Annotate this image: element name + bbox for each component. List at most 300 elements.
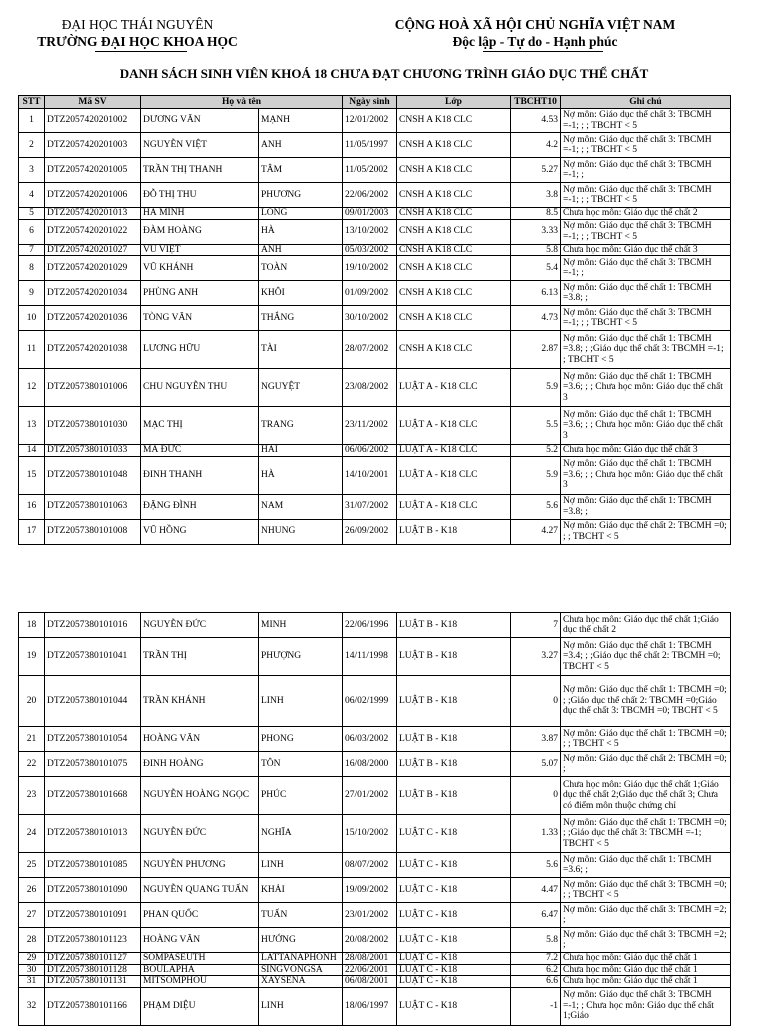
row-class: LUẬT C - K18: [397, 964, 511, 976]
row-dob: 23/11/2002: [343, 407, 397, 445]
row-dob: 28/07/2002: [343, 331, 397, 369]
row-gpa: 5.6: [511, 853, 561, 878]
row-given-name: LONG: [259, 208, 343, 220]
row-given-name: LINH: [259, 676, 343, 727]
row-given-name: PHƯƠNG: [259, 183, 343, 208]
row-stt: 31: [19, 976, 45, 988]
row-dob: 28/08/2001: [343, 953, 397, 965]
row-given-name: XAYSENA: [259, 976, 343, 988]
row-gpa: 3.87: [511, 727, 561, 752]
row-class: CNSH A K18 CLC: [397, 219, 511, 244]
row-stt: 29: [19, 953, 45, 965]
row-given-name: PHONG: [259, 727, 343, 752]
row-note: Chưa học môn: Giáo dục thể chất 1: [561, 953, 731, 965]
table-row: [19, 752, 731, 777]
row-gpa: 6.2: [511, 964, 561, 976]
col-header-note: Ghi chú: [561, 96, 731, 109]
row-dob: 26/09/2002: [343, 519, 397, 544]
row-student-id: DTZ2057380101123: [45, 928, 141, 953]
row-gpa: 5.2: [511, 445, 561, 457]
row-given-name: HÀ: [259, 219, 343, 244]
row-dob: 13/10/2002: [343, 219, 397, 244]
row-student-id: DTZ2057380101030: [45, 407, 141, 445]
row-gpa: 1.33: [511, 815, 561, 853]
row-note: Nợ môn: Giáo dục thể chất 3: TBCMH =-1; ; Chưa học môn: Giáo dục thể chất 1;Giáo: [561, 987, 731, 1025]
row-dob: 15/10/2002: [343, 815, 397, 853]
row-class: CNSH A K18 CLC: [397, 208, 511, 220]
table-row: [19, 853, 731, 878]
row-given-name: MẠNH: [259, 109, 343, 133]
row-stt: 11: [19, 331, 45, 369]
table-row: [19, 456, 731, 494]
row-surname: NGUYỄN HOÀNG NGỌC: [141, 777, 259, 815]
row-given-name: TÂM: [259, 158, 343, 183]
table-header-row: [19, 96, 731, 109]
row-note: Nợ môn: Giáo dục thể chất 1: TBCMH =0; ; ; TBCHT < 5: [561, 727, 731, 752]
row-surname: VŨ VIỆT: [141, 244, 259, 256]
row-dob: 30/10/2002: [343, 306, 397, 331]
row-note: Chưa học môn: Giáo dục thể chất 1;Giáo dục thể chất 2: [561, 613, 731, 638]
row-surname: CHU NGUYỄN THU: [141, 369, 259, 407]
row-student-id: DTZ2057380101063: [45, 494, 141, 519]
school-header: [30, 16, 245, 50]
row-student-id: DTZ2057380101085: [45, 853, 141, 878]
col-header-student-id: Mã SV: [45, 96, 141, 109]
row-given-name: SINGVONGSA: [259, 964, 343, 976]
row-surname: TRẦN KHÁNH: [141, 676, 259, 727]
row-surname: LƯƠNG HỮU: [141, 331, 259, 369]
row-dob: 11/05/1997: [343, 133, 397, 158]
row-dob: 23/01/2002: [343, 903, 397, 928]
row-surname: ĐÀM HOÀNG: [141, 219, 259, 244]
row-stt: 17: [19, 519, 45, 544]
row-gpa: 5.07: [511, 752, 561, 777]
row-stt: 13: [19, 407, 45, 445]
row-dob: 19/10/2002: [343, 256, 397, 281]
row-student-id: DTZ2057380101013: [45, 815, 141, 853]
row-note: Chưa học môn: Giáo dục thể chất 2: [561, 208, 731, 220]
table-row: [19, 676, 731, 727]
row-class: LUẬT B - K18: [397, 676, 511, 727]
row-dob: 01/09/2002: [343, 281, 397, 306]
row-gpa: 5.5: [511, 407, 561, 445]
row-given-name: KHẢI: [259, 878, 343, 903]
student-table-part1: [18, 95, 731, 545]
row-note: Nợ môn: Giáo dục thể chất 1: TBCMH =3.8; ;: [561, 494, 731, 519]
row-note: Nợ môn: Giáo dục thể chất 1: TBCMH =3.4; ; ;Giáo dục thể chất 2: TBCMH =0; TBCHT < 5: [561, 638, 731, 676]
row-dob: 14/10/2001: [343, 456, 397, 494]
row-gpa: 4.27: [511, 519, 561, 544]
table-row: [19, 494, 731, 519]
row-class: CNSH A K18 CLC: [397, 133, 511, 158]
row-surname: ĐINH HOÀNG: [141, 752, 259, 777]
national-motto-1: CỘNG HOÀ XÃ HỘI CHỦ NGHĨA VIỆT NAM: [394, 17, 676, 32]
student-table-part2: [18, 612, 731, 1026]
row-surname: NGUYỄN PHƯƠNG: [141, 853, 259, 878]
row-surname: MẠC THỊ: [141, 407, 259, 445]
table-row: [19, 987, 731, 1025]
table-row: [19, 306, 731, 331]
row-dob: 11/05/2002: [343, 158, 397, 183]
document-title: DANH SÁCH SINH VIÊN KHOÁ 18 CHƯA ĐẠT CHƯƠNG TRÌNH GIÁO DỤC THỂ CHẤT: [119, 66, 649, 81]
row-surname: HÀ MINH: [141, 208, 259, 220]
row-note: Nợ môn: Giáo dục thể chất 1: TBCMH =3.6; ;: [561, 853, 731, 878]
row-given-name: HÀ: [259, 456, 343, 494]
row-note: Chưa học môn: Giáo dục thể chất 3: [561, 244, 731, 256]
row-student-id: DTZ2057380101166: [45, 987, 141, 1025]
row-student-id: DTZ2057420201002: [45, 109, 141, 133]
row-gpa: 5.27: [511, 158, 561, 183]
row-class: LUẬT C - K18: [397, 878, 511, 903]
row-gpa: 5.9: [511, 369, 561, 407]
row-note: Chưa học môn: Giáo dục thể chất 3: [561, 445, 731, 457]
row-surname: HOÀNG VĂN: [141, 928, 259, 953]
row-class: LUẬT C - K18: [397, 953, 511, 965]
header-right-rule: [483, 51, 603, 52]
row-surname: TÒNG VĂN: [141, 306, 259, 331]
row-dob: 20/08/2002: [343, 928, 397, 953]
row-surname: ĐỖ THỊ THU: [141, 183, 259, 208]
row-stt: 15: [19, 456, 45, 494]
row-surname: TRẦN THỊ THANH: [141, 158, 259, 183]
row-note: Nợ môn: Giáo dục thể chất 3: TBCMH =-1; ;: [561, 158, 731, 183]
row-gpa: 5.6: [511, 494, 561, 519]
row-surname: DƯƠNG VĂN: [141, 109, 259, 133]
row-surname: HOÀNG VĂN: [141, 727, 259, 752]
row-note: Nợ môn: Giáo dục thể chất 3: TBCMH =-1; ; ; TBCHT < 5: [561, 219, 731, 244]
row-class: LUẬT B - K18: [397, 727, 511, 752]
row-dob: 22/06/1996: [343, 613, 397, 638]
row-given-name: TÔN: [259, 752, 343, 777]
row-given-name: PHƯỢNG: [259, 638, 343, 676]
national-header: [385, 16, 685, 50]
col-header-class: Lớp: [397, 96, 511, 109]
row-student-id: DTZ2057420201003: [45, 133, 141, 158]
row-stt: 16: [19, 494, 45, 519]
table-row: [19, 208, 731, 220]
table-row: [19, 964, 731, 976]
row-class: CNSH A K18 CLC: [397, 109, 511, 133]
table-row: [19, 183, 731, 208]
table-row: [19, 953, 731, 965]
row-class: CNSH A K18 CLC: [397, 158, 511, 183]
row-dob: 12/01/2002: [343, 109, 397, 133]
row-stt: 22: [19, 752, 45, 777]
row-class: LUẬT A - K18 CLC: [397, 494, 511, 519]
row-student-id: DTZ2057420201013: [45, 208, 141, 220]
row-class: LUẬT A - K18 CLC: [397, 445, 511, 457]
table-row: [19, 878, 731, 903]
row-gpa: 4.73: [511, 306, 561, 331]
table-row: [19, 281, 731, 306]
row-note: Nợ môn: Giáo dục thể chất 2: TBCMH =0; ;: [561, 752, 731, 777]
row-student-id: DTZ2057380101128: [45, 964, 141, 976]
row-stt: 7: [19, 244, 45, 256]
row-student-id: DTZ2057380101048: [45, 456, 141, 494]
row-dob: 09/01/2003: [343, 208, 397, 220]
table-row: [19, 133, 731, 158]
row-student-id: DTZ2057420201006: [45, 183, 141, 208]
row-gpa: 5.8: [511, 244, 561, 256]
row-stt: 6: [19, 219, 45, 244]
row-note: Nợ môn: Giáo dục thể chất 3: TBCMH =-1; ;: [561, 256, 731, 281]
row-note: Chưa học môn: Giáo dục thể chất 1: [561, 976, 731, 988]
row-stt: 26: [19, 878, 45, 903]
row-given-name: HẢI: [259, 445, 343, 457]
row-note: Nợ môn: Giáo dục thể chất 3: TBCMH =-1; ; ; TBCHT < 5: [561, 306, 731, 331]
school-name: TRƯỜNG ĐẠI HỌC KHOA HỌC: [37, 34, 238, 49]
row-gpa: 4.47: [511, 878, 561, 903]
row-given-name: LINH: [259, 853, 343, 878]
col-header-gpa: TBCHT10: [511, 96, 561, 109]
row-stt: 19: [19, 638, 45, 676]
row-class: LUẬT C - K18: [397, 853, 511, 878]
row-stt: 14: [19, 445, 45, 457]
row-stt: 24: [19, 815, 45, 853]
row-gpa: 3.27: [511, 638, 561, 676]
row-stt: 8: [19, 256, 45, 281]
row-class: LUẬT A - K18 CLC: [397, 369, 511, 407]
row-stt: 4: [19, 183, 45, 208]
table-row: [19, 777, 731, 815]
row-given-name: NGHĨA: [259, 815, 343, 853]
row-surname: ĐINH THANH: [141, 456, 259, 494]
row-student-id: DTZ2057420201034: [45, 281, 141, 306]
row-stt: 30: [19, 964, 45, 976]
row-note: Nợ môn: Giáo dục thể chất 1: TBCMH =0; ; ;Giáo dục thể chất 3: TBCMH =-1; TBCHT < 5: [561, 815, 731, 853]
row-given-name: ANH: [259, 244, 343, 256]
row-student-id: DTZ2057380101090: [45, 878, 141, 903]
row-note: Chưa học môn: Giáo dục thể chất 1: [561, 964, 731, 976]
row-gpa: 5.9: [511, 456, 561, 494]
row-given-name: TÀI: [259, 331, 343, 369]
row-note: Nợ môn: Giáo dục thể chất 3: TBCMH =2; ;: [561, 928, 731, 953]
table-row: [19, 331, 731, 369]
row-student-id: DTZ2057380101054: [45, 727, 141, 752]
row-gpa: 6.47: [511, 903, 561, 928]
row-dob: 08/07/2002: [343, 853, 397, 878]
row-class: CNSH A K18 CLC: [397, 244, 511, 256]
row-student-id: DTZ2057380101008: [45, 519, 141, 544]
row-surname: VŨ KHÁNH: [141, 256, 259, 281]
row-dob: 22/06/2002: [343, 183, 397, 208]
row-stt: 21: [19, 727, 45, 752]
row-gpa: 7.2: [511, 953, 561, 965]
row-class: LUẬT B - K18: [397, 613, 511, 638]
row-dob: 27/01/2002: [343, 777, 397, 815]
row-student-id: DTZ2057420201029: [45, 256, 141, 281]
row-given-name: KHÔI: [259, 281, 343, 306]
row-class: LUẬT C - K18: [397, 903, 511, 928]
row-dob: 14/11/1998: [343, 638, 397, 676]
row-dob: 06/08/2001: [343, 976, 397, 988]
row-surname: TRẦN THỊ: [141, 638, 259, 676]
row-class: LUẬT A - K18 CLC: [397, 407, 511, 445]
row-gpa: 6.13: [511, 281, 561, 306]
row-note: Nợ môn: Giáo dục thể chất 3: TBCMH =-1; ; ; TBCHT < 5: [561, 133, 731, 158]
row-gpa: 8.5: [511, 208, 561, 220]
row-student-id: DTZ2057380101033: [45, 445, 141, 457]
row-surname: NGUYỄN VIỆT: [141, 133, 259, 158]
row-student-id: DTZ2057380101006: [45, 369, 141, 407]
row-class: CNSH A K18 CLC: [397, 183, 511, 208]
row-stt: 27: [19, 903, 45, 928]
row-student-id: DTZ2057420201022: [45, 219, 141, 244]
row-stt: 28: [19, 928, 45, 953]
row-given-name: ANH: [259, 133, 343, 158]
row-surname: MÃ ĐỨC: [141, 445, 259, 457]
row-student-id: DTZ2057420201027: [45, 244, 141, 256]
row-gpa: 2.87: [511, 331, 561, 369]
row-dob: 06/02/1999: [343, 676, 397, 727]
row-surname: BOULAPHA: [141, 964, 259, 976]
row-note: Chưa học môn: Giáo dục thể chất 1;Giáo dục thể chất 2;Giáo dục thể chất 3; Chưa có điểm môn thuộc chứng chỉ: [561, 777, 731, 815]
table-row: [19, 519, 731, 544]
row-gpa: 6.6: [511, 976, 561, 988]
table-row: [19, 727, 731, 752]
row-student-id: DTZ2057380101131: [45, 976, 141, 988]
row-dob: 05/03/2002: [343, 244, 397, 256]
row-surname: MITSOMPHOU: [141, 976, 259, 988]
col-header-full-name: Họ và tên: [141, 96, 343, 109]
row-note: Nợ môn: Giáo dục thể chất 1: TBCMH =3.6; ; ; Chưa học môn: Giáo dục thể chất 3: [561, 407, 731, 445]
row-dob: 06/03/2002: [343, 727, 397, 752]
row-student-id: DTZ2057380101091: [45, 903, 141, 928]
table-row: [19, 903, 731, 928]
row-student-id: DTZ2057380101127: [45, 953, 141, 965]
row-given-name: NHUNG: [259, 519, 343, 544]
row-surname: VŨ HỒNG: [141, 519, 259, 544]
table-row: [19, 369, 731, 407]
row-class: CNSH A K18 CLC: [397, 281, 511, 306]
col-header-stt: STT: [19, 96, 45, 109]
row-student-id: DTZ2057380101016: [45, 613, 141, 638]
row-stt: 3: [19, 158, 45, 183]
row-class: CNSH A K18 CLC: [397, 331, 511, 369]
row-gpa: -1: [511, 987, 561, 1025]
row-given-name: MINH: [259, 613, 343, 638]
table-row: [19, 407, 731, 445]
row-student-id: DTZ2057380101044: [45, 676, 141, 727]
row-note: Nợ môn: Giáo dục thể chất 1: TBCMH =3.6; ; ; Chưa học môn: Giáo dục thể chất 3: [561, 456, 731, 494]
row-student-id: DTZ2057420201036: [45, 306, 141, 331]
row-gpa: 4.2: [511, 133, 561, 158]
row-stt: 1: [19, 109, 45, 133]
row-class: LUẬT B - K18: [397, 638, 511, 676]
row-surname: PHÙNG ANH: [141, 281, 259, 306]
row-stt: 10: [19, 306, 45, 331]
row-stt: 20: [19, 676, 45, 727]
table-row: [19, 219, 731, 244]
row-gpa: 5.8: [511, 928, 561, 953]
row-class: LUẬT C - K18: [397, 928, 511, 953]
row-given-name: NAM: [259, 494, 343, 519]
row-class: LUẬT B - K18: [397, 519, 511, 544]
table-row: [19, 928, 731, 953]
row-class: LUẬT C - K18: [397, 815, 511, 853]
row-surname: NGUYỄN QUANG TUẤN: [141, 878, 259, 903]
row-stt: 2: [19, 133, 45, 158]
row-student-id: DTZ2057380101041: [45, 638, 141, 676]
table-row: [19, 109, 731, 133]
row-surname: PHAN QUỐC: [141, 903, 259, 928]
row-given-name: THẮNG: [259, 306, 343, 331]
row-gpa: 7: [511, 613, 561, 638]
row-class: LUẬT C - K18: [397, 976, 511, 988]
row-gpa: 3.8: [511, 183, 561, 208]
row-surname: ĐẶNG ĐÌNH: [141, 494, 259, 519]
row-student-id: DTZ2057380101668: [45, 777, 141, 815]
row-stt: 25: [19, 853, 45, 878]
row-note: Nợ môn: Giáo dục thể chất 1: TBCMH =3.8; ; ;Giáo dục thể chất 3: TBCMH =-1; ; TBCHT < 5: [561, 331, 731, 369]
row-class: CNSH A K18 CLC: [397, 306, 511, 331]
row-dob: 16/08/2000: [343, 752, 397, 777]
row-class: LUẬT A - K18 CLC: [397, 456, 511, 494]
row-surname: SOMPASEUTH: [141, 953, 259, 965]
table-row: [19, 244, 731, 256]
row-student-id: DTZ2057420201005: [45, 158, 141, 183]
row-class: CNSH A K18 CLC: [397, 256, 511, 281]
row-given-name: TUẤN: [259, 903, 343, 928]
header-left-rule: [95, 51, 187, 52]
row-stt: 12: [19, 369, 45, 407]
row-note: Nợ môn: Giáo dục thể chất 3: TBCMH =0; ; ; TBCHT < 5: [561, 878, 731, 903]
table-row: [19, 158, 731, 183]
row-student-id: DTZ2057380101075: [45, 752, 141, 777]
table-row: [19, 613, 731, 638]
row-given-name: TRANG: [259, 407, 343, 445]
row-note: Nợ môn: Giáo dục thể chất 1: TBCMH =3.8; ;: [561, 281, 731, 306]
row-surname: NGUYỄN ĐỨC: [141, 815, 259, 853]
row-dob: 22/06/2001: [343, 964, 397, 976]
row-dob: 18/06/1997: [343, 987, 397, 1025]
row-dob: 19/09/2002: [343, 878, 397, 903]
university-name: ĐẠI HỌC THÁI NGUYÊN: [61, 17, 214, 32]
row-note: Nợ môn: Giáo dục thể chất 3: TBCMH =2; ;: [561, 903, 731, 928]
row-gpa: 4.53: [511, 109, 561, 133]
table-row: [19, 815, 731, 853]
row-student-id: DTZ2057420201038: [45, 331, 141, 369]
row-stt: 23: [19, 777, 45, 815]
table-row: [19, 445, 731, 457]
row-note: Nợ môn: Giáo dục thể chất 3: TBCMH =-1; ; ; TBCHT < 5: [561, 183, 731, 208]
row-dob: 06/06/2002: [343, 445, 397, 457]
col-header-dob: Ngày sinh: [343, 96, 397, 109]
row-stt: 18: [19, 613, 45, 638]
table-row: [19, 976, 731, 988]
table-row: [19, 638, 731, 676]
row-class: LUẬT B - K18: [397, 752, 511, 777]
row-note: Nợ môn: Giáo dục thể chất 2: TBCMH =0; ; ; TBCHT < 5: [561, 519, 731, 544]
row-dob: 23/08/2002: [343, 369, 397, 407]
row-surname: PHẠM DIỆU: [141, 987, 259, 1025]
table-row: [19, 256, 731, 281]
row-gpa: 0: [511, 777, 561, 815]
row-given-name: HƯỚNG: [259, 928, 343, 953]
row-given-name: TOÀN: [259, 256, 343, 281]
row-dob: 31/07/2002: [343, 494, 397, 519]
row-note: Nợ môn: Giáo dục thể chất 1: TBCMH =0; ; ;Giáo dục thể chất 2: TBCMH =0;Giáo dục thể chất 3: TBCMH =0; TBCHT < 5: [561, 676, 731, 727]
row-stt: 32: [19, 987, 45, 1025]
row-given-name: NGUYỆT: [259, 369, 343, 407]
row-class: LUẬT C - K18: [397, 987, 511, 1025]
row-class: LUẬT B - K18: [397, 777, 511, 815]
row-gpa: 0: [511, 676, 561, 727]
row-given-name: LATTANAPHONH: [259, 953, 343, 965]
row-note: Nợ môn: Giáo dục thể chất 3: TBCMH =-1; ; ; TBCHT < 5: [561, 109, 731, 133]
row-gpa: 5.4: [511, 256, 561, 281]
row-stt: 5: [19, 208, 45, 220]
